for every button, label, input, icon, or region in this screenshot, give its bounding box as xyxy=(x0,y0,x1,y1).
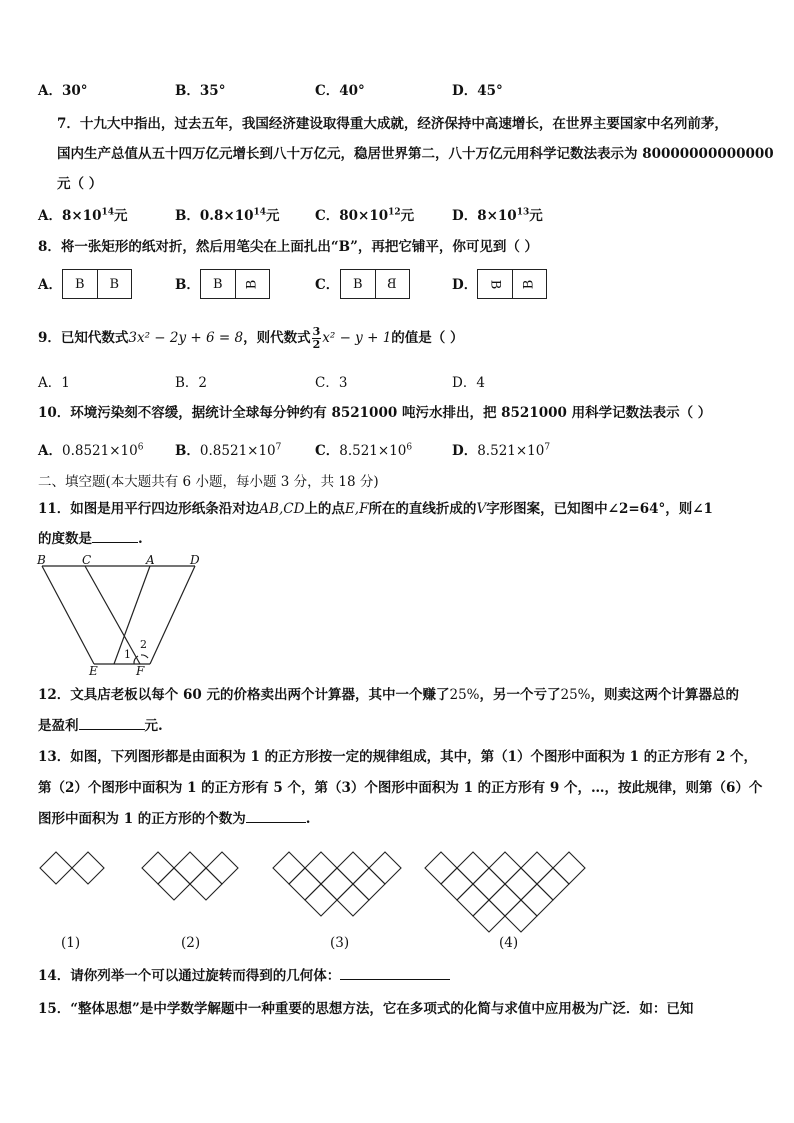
q6-option-c: C．40° xyxy=(315,83,365,99)
point-e-label: E xyxy=(89,664,98,678)
q7-option-d: D．$8\times 10^{13}$元 xyxy=(452,207,543,224)
q7-line3: 元（ ） xyxy=(57,176,103,192)
q8-option-d-label: D． xyxy=(452,277,478,293)
q9-fraction: $\frac{3}{2}$ xyxy=(312,325,321,351)
q13-caption-3: (3) xyxy=(330,935,350,951)
q8-option-d-figure xyxy=(477,269,547,299)
q11-line1: 11．如图是用平行四边形纸条沿对边AB,CD上的点E,F所在的直线折成的V字形图案，已知图中∠2=64°，则∠1 xyxy=(38,501,713,517)
q12-line1: 12．文具店老板以每个 60 元的价格卖出两个计算器，其中一个赚了25%，另一个亏了25%，则卖这两个计算器总的 xyxy=(38,687,740,703)
q8-option-c-label: C． xyxy=(315,277,340,293)
point-b-label: B xyxy=(37,553,46,567)
q8-option-b-label: B． xyxy=(175,277,200,293)
letter-b: B xyxy=(212,276,223,292)
q7-option-a: A．$8\times 10^{14}$元 xyxy=(38,207,128,224)
q12-line2: 是盈利 元. xyxy=(38,718,163,734)
q7-line2: 国内生产总值从五十四万亿元增长到八十万亿元，稳居世界第二，八十万亿元用科学记数法表示为 80000000000000 xyxy=(57,146,774,162)
q13-caption-2: (2) xyxy=(181,935,201,951)
q7-option-b: B．$0.8\times 10^{14}$元 xyxy=(175,207,280,224)
q6-option-a: A．30° xyxy=(38,83,88,99)
letter-b: B xyxy=(109,276,120,292)
q13-square-pattern-figures xyxy=(0,838,794,948)
q10-option-b: B．$0.8521\times 10^7$ xyxy=(175,442,282,459)
q10-option-d: D．$8.521\times 10^7$ xyxy=(452,442,551,459)
answer-blank[interactable] xyxy=(79,717,145,730)
q6-option-b: B．35° xyxy=(175,83,226,99)
answer-blank[interactable] xyxy=(92,530,138,543)
point-d-label: D xyxy=(190,553,200,567)
letter-b-mirrored: B xyxy=(387,276,398,292)
point-f-label: F xyxy=(136,664,145,678)
q9-option-a: A．1 xyxy=(38,375,70,391)
q13-line1: 13．如图，下列图形都是由面积为 1 的正方形按一定的规律组成，其中，第（1）个图形中面积为 1 的正方形有 2 个， xyxy=(38,749,758,765)
q8-option-b-figure xyxy=(200,269,270,299)
q10-option-a: A．$0.8521\times 10^6$ xyxy=(38,442,144,459)
q14-line: 14．请你列举一个可以通过旋转而得到的几何体： xyxy=(38,967,450,985)
q13-line3: 图形中面积为 1 的正方形的个数为 . xyxy=(38,811,311,827)
q9-option-c: C．3 xyxy=(315,375,348,391)
letter-b-rotated: B xyxy=(487,279,503,289)
q9-stem: 9．已知代数式3x² − 2y + 6 = 8，则代数式 $\frac{3}{2}$ x² − y + 1的值是（ ） xyxy=(38,325,464,351)
letter-b-rotated: B xyxy=(521,279,537,289)
q7-line1: 7．十九大中指出，过去五年，我国经济建设取得重大成就，经济保持中高速增长，在世界主要国家中名列前茅， xyxy=(57,116,728,132)
letter-b: B xyxy=(352,276,363,292)
q8-option-a-label: A． xyxy=(38,277,62,293)
q10-option-c: C．$8.521\times 10^6$ xyxy=(315,442,413,459)
q8-stem: 8．将一张矩形的纸对折，然后用笔尖在上面扎出“B”，再把它铺平，你可见到（ ） xyxy=(38,239,539,255)
answer-blank[interactable] xyxy=(246,810,306,823)
q13-caption-4: (4) xyxy=(499,935,519,951)
section-heading-fill-blank: 二、填空题(本大题共有 6 小题，每小题 3 分，共 18 分) xyxy=(38,474,379,490)
q15-line1: 15．“整体思想”是中学数学解题中一种重要的思想方法，它在多项式的化简与求值中应用极为广泛．如：已知 xyxy=(38,1001,694,1017)
q9-expression-2: x² − y + 1 xyxy=(322,330,392,346)
q11-line2: 的度数是 . xyxy=(38,531,143,547)
q9-option-b: B．2 xyxy=(175,375,208,391)
q9-option-d: D．4 xyxy=(452,375,485,391)
q11-v-shape-figure xyxy=(30,552,220,677)
angle-1-label: 1 xyxy=(124,648,131,661)
q13-caption-1: (1) xyxy=(61,935,81,951)
q8-option-c-figure xyxy=(340,269,410,299)
letter-b-rotated: B xyxy=(244,279,260,289)
q9-expression-1: 3x² − 2y + 6 = 8 xyxy=(128,330,244,346)
angle-2-label: 2 xyxy=(140,638,147,651)
letter-b: B xyxy=(74,276,85,292)
point-a-label: A xyxy=(146,553,155,567)
q8-option-a-figure xyxy=(62,269,132,299)
q6-option-d: D．45° xyxy=(452,83,503,99)
q7-option-c: C．$80\times 10^{12}$元 xyxy=(315,207,415,224)
q10-stem: 10．环境污染刻不容缓，据统计全球每分钟约有 8521000 吨污水排出，把 8521000 用科学记数法表示（ ） xyxy=(38,405,712,421)
answer-blank[interactable] xyxy=(340,967,450,980)
point-c-label: C xyxy=(82,553,92,567)
q13-line2: 第（2）个图形中面积为 1 的正方形有 5 个，第（3）个图形中面积为 1 的正方形有 9 个，…，按此规律，则第（6）个 xyxy=(38,780,763,796)
